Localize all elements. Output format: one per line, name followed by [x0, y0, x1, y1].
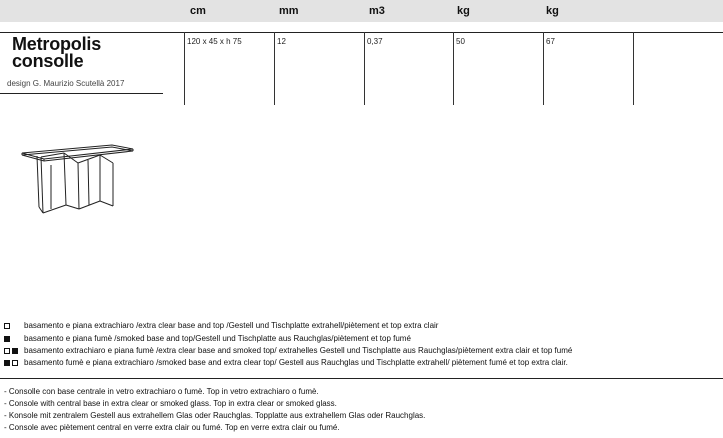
product-name-line2: consolle	[12, 51, 84, 71]
column-divider	[364, 32, 365, 105]
legend-item-label: basamento e piana fumè /smoked base and top/Gestell und Tischplatte aus Rauchglas/piètement et top fumé	[24, 334, 411, 343]
column-divider	[184, 32, 185, 105]
column-divider	[453, 32, 454, 105]
legend-item	[4, 334, 411, 343]
header-volume-unit: m3	[369, 5, 385, 17]
spec-volume: 0,37	[367, 37, 383, 46]
spec-thickness: 12	[277, 37, 286, 46]
spec-dimensions: 120 x 45 x h 75	[187, 37, 242, 46]
product-note: - Konsole mit zentralem Gestell aus extrahellem Glas oder Rauchglas. Topplatte aus extrahellem Glas oder Rauchglas.	[4, 411, 426, 420]
legend-item	[4, 346, 572, 355]
header-gross-weight-unit: kg	[546, 5, 559, 17]
spec-table-top-rule	[0, 32, 723, 33]
product-note: - Consolle con base centrale in vetro extrachiaro o fumè. Top in vetro extrachiaro o fumè.	[4, 387, 319, 396]
column-divider	[633, 32, 634, 105]
smoked-glass-square-icon	[4, 360, 10, 366]
legend-item-label: basamento fumè e piana extrachiaro /smoked base and extra clear top/ Gestell aus Rauchglas und Tischplatte extrahell/ piètement fumé et top extra clair.	[24, 358, 568, 367]
header-dimensions-unit: cm	[190, 5, 206, 17]
product-title	[12, 36, 101, 70]
column-divider	[274, 32, 275, 105]
product-name-line1: Metropolis	[12, 34, 102, 54]
clear-glass-square-icon	[4, 323, 10, 329]
spec-header-row	[0, 0, 723, 22]
product-designer: design G. Maurizio Scutellà 2017	[7, 79, 125, 88]
legend-item-label: basamento extrachiaro e piana fumè /extra clear base and smoked top/ extrahelles Gestell und Tischplatte aus Rauchglas/piètement extra clair et top fumé	[24, 346, 573, 355]
clear-glass-square-icon	[12, 360, 18, 366]
header-thickness-unit: mm	[279, 5, 299, 17]
column-divider	[543, 32, 544, 105]
consolle-line-drawing	[20, 143, 135, 215]
notes-top-rule	[0, 378, 723, 379]
legend-item	[4, 358, 568, 367]
clear-glass-square-icon	[4, 348, 10, 354]
smoked-glass-square-icon	[12, 348, 18, 354]
product-note: - Console avec piètement central en verre extra clair ou fumé. Top en verre extra clair ou fumé.	[4, 423, 340, 432]
title-underline	[0, 93, 163, 94]
product-note: - Console with central base in extra clear or smoked glass. Top in extra clear or smoked glass.	[4, 399, 337, 408]
legend-item	[4, 321, 438, 330]
legend-item-label: basamento e piana extrachiaro /extra clear base and top /Gestell und Tischplatte extrahell/piètement et top extra clair	[24, 321, 439, 330]
spec-net-weight: 50	[456, 37, 465, 46]
smoked-glass-square-icon	[4, 336, 10, 342]
spec-gross-weight: 67	[546, 37, 555, 46]
header-net-weight-unit: kg	[457, 5, 470, 17]
